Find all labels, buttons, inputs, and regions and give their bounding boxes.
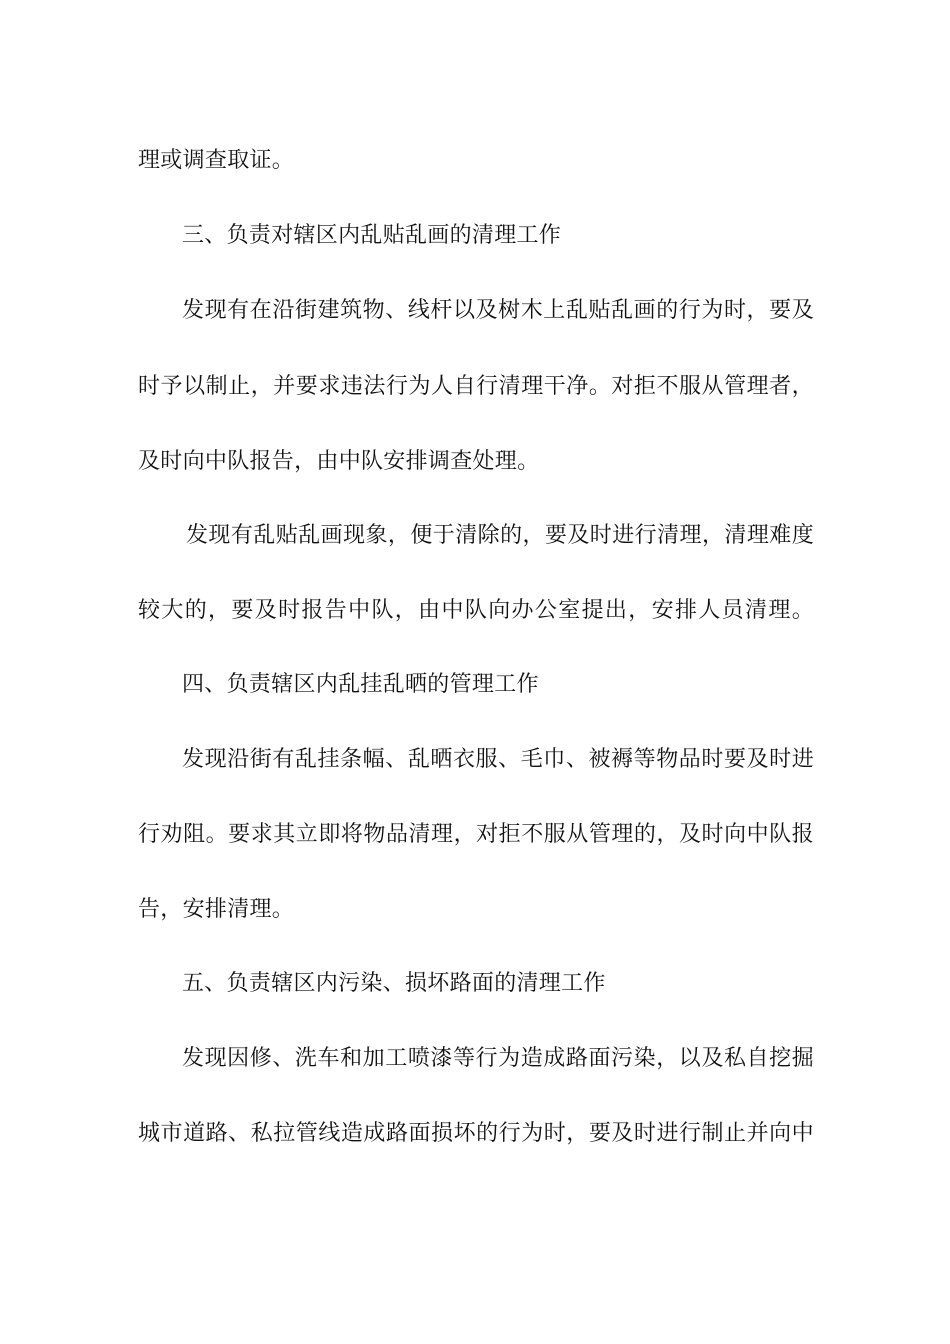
text-line: 发现有乱贴乱画现象，便于清除的，要及时进行清理，清理难度 — [186, 523, 814, 548]
text-line: 告，安排清理。 — [138, 897, 295, 922]
text-line: 行劝阻。要求其立即将物品清理，对拒不服从管理的，及时向中队报 — [138, 822, 814, 847]
text-line: 理或调查取证。 — [138, 148, 295, 173]
text-line: 发现有在沿街建筑物、线杆以及树木上乱贴乱画的行为时，要及 — [182, 298, 814, 323]
text-line: 及时向中队报告，由中队安排调查处理。 — [138, 449, 540, 474]
text-line: 发现沿街有乱挂条幅、乱晒衣服、毛巾、被褥等物品时要及时进 — [182, 747, 814, 772]
section-heading-4: 四、负责辖区内乱挂乱晒的管理工作 — [182, 672, 539, 697]
text-line: 城市道路、私拉管线造成路面损坏的行为时，要及时进行制止并向中 — [138, 1121, 814, 1146]
section-heading-3: 三、负责对辖区内乱贴乱画的清理工作 — [182, 223, 562, 248]
text-line: 时予以制止，并要求违法行为人自行清理干净。对拒不服从管理者， — [138, 374, 814, 399]
text-line: 发现因修、洗车和加工喷漆等行为造成路面污染，以及私自挖掘 — [182, 1046, 814, 1071]
section-heading-5: 五、负责辖区内污染、损坏路面的清理工作 — [182, 971, 606, 996]
text-line: 较大的，要及时报告中队，由中队向办公室提出，安排人员清理。 — [138, 598, 814, 623]
